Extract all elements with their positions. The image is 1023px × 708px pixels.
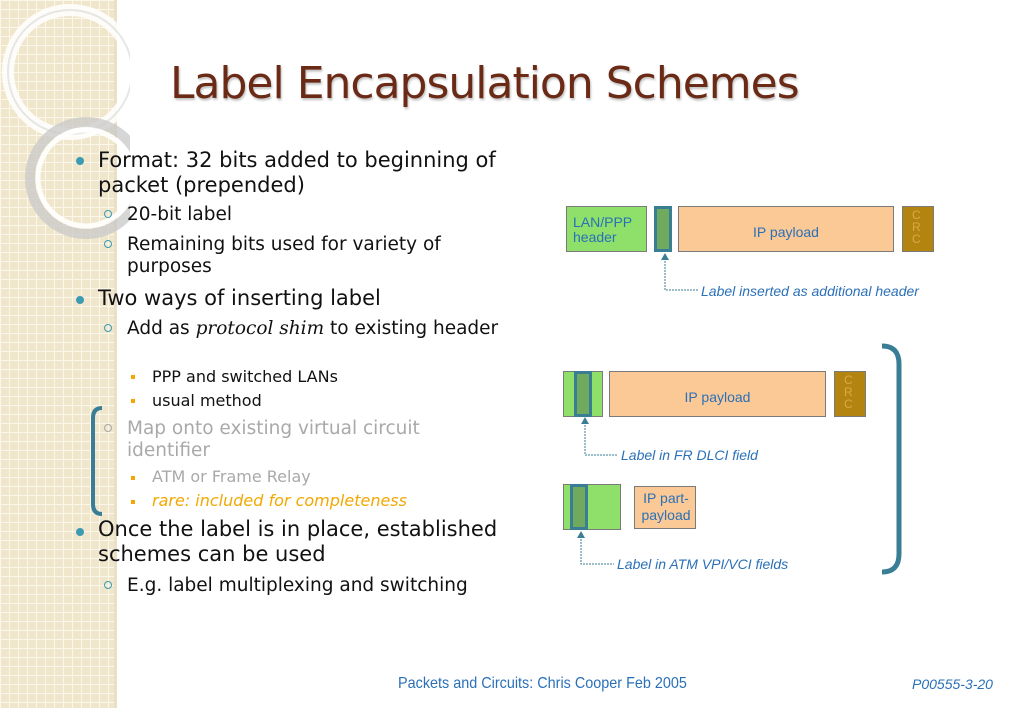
bullet-two-ways: Two ways of inserting label [98, 286, 381, 310]
arrowhead-3 [577, 531, 585, 538]
right-bracket [882, 346, 899, 572]
footer-center: Packets and Circuits: Chris Cooper Feb 2005 [398, 675, 687, 692]
arrowhead-1 [661, 253, 669, 260]
caption-atm-vpi-vci: Label in ATM VPI/VCI fields [617, 556, 789, 572]
footer-slide-id: P00555-3-20 [912, 676, 993, 692]
connector-2 [585, 422, 618, 455]
caption-fr-dlci: Label in FR DLCI field [621, 447, 758, 463]
sub-bullet-20bit: 20-bit label [127, 204, 232, 225]
tertiary-rare: rare: included for completeness [152, 491, 407, 510]
protocol-shim-prefix: Add as [127, 318, 196, 339]
lan-ppp-header-text: LAN/PPP header [573, 214, 632, 245]
slide-title: Label Encapsulation Schemes [170, 58, 799, 109]
tertiary-atm-frame-relay: ATM or Frame Relay [152, 467, 311, 486]
sub-bullet-multiplexing: E.g. label multiplexing and switching [127, 575, 468, 596]
sub-bullet-remaining-bits: Remaining bits used for variety of purposes [127, 234, 441, 277]
caption-additional-header: Label inserted as additional header [701, 283, 919, 299]
tertiary-ppp-lans: PPP and switched LANs [152, 367, 338, 386]
ip-payload-text-1: IP payload [753, 224, 819, 240]
ip-part-payload-text: IP part-payload [641, 490, 691, 523]
crc-text-1: CRC [912, 208, 921, 246]
protocol-shim-term: protocol shim [195, 318, 325, 339]
connector-3 [581, 536, 614, 564]
bullet-once-label: Once the label is in place, established schemes can be used [98, 517, 498, 566]
arrowhead-2 [581, 417, 589, 424]
crc-text-2: CRC [844, 373, 853, 411]
sub-bullet-virtual-circuit: Map onto existing virtual circuit identifier [127, 418, 420, 461]
protocol-shim-suffix: to existing header [324, 318, 499, 339]
bullet-format: Format: 32 bits added to beginning of packet (prepended) [98, 148, 496, 197]
tertiary-usual-method: usual method [152, 391, 262, 410]
connector-1 [665, 258, 699, 290]
ip-payload-text-2: IP payload [684, 389, 751, 405]
